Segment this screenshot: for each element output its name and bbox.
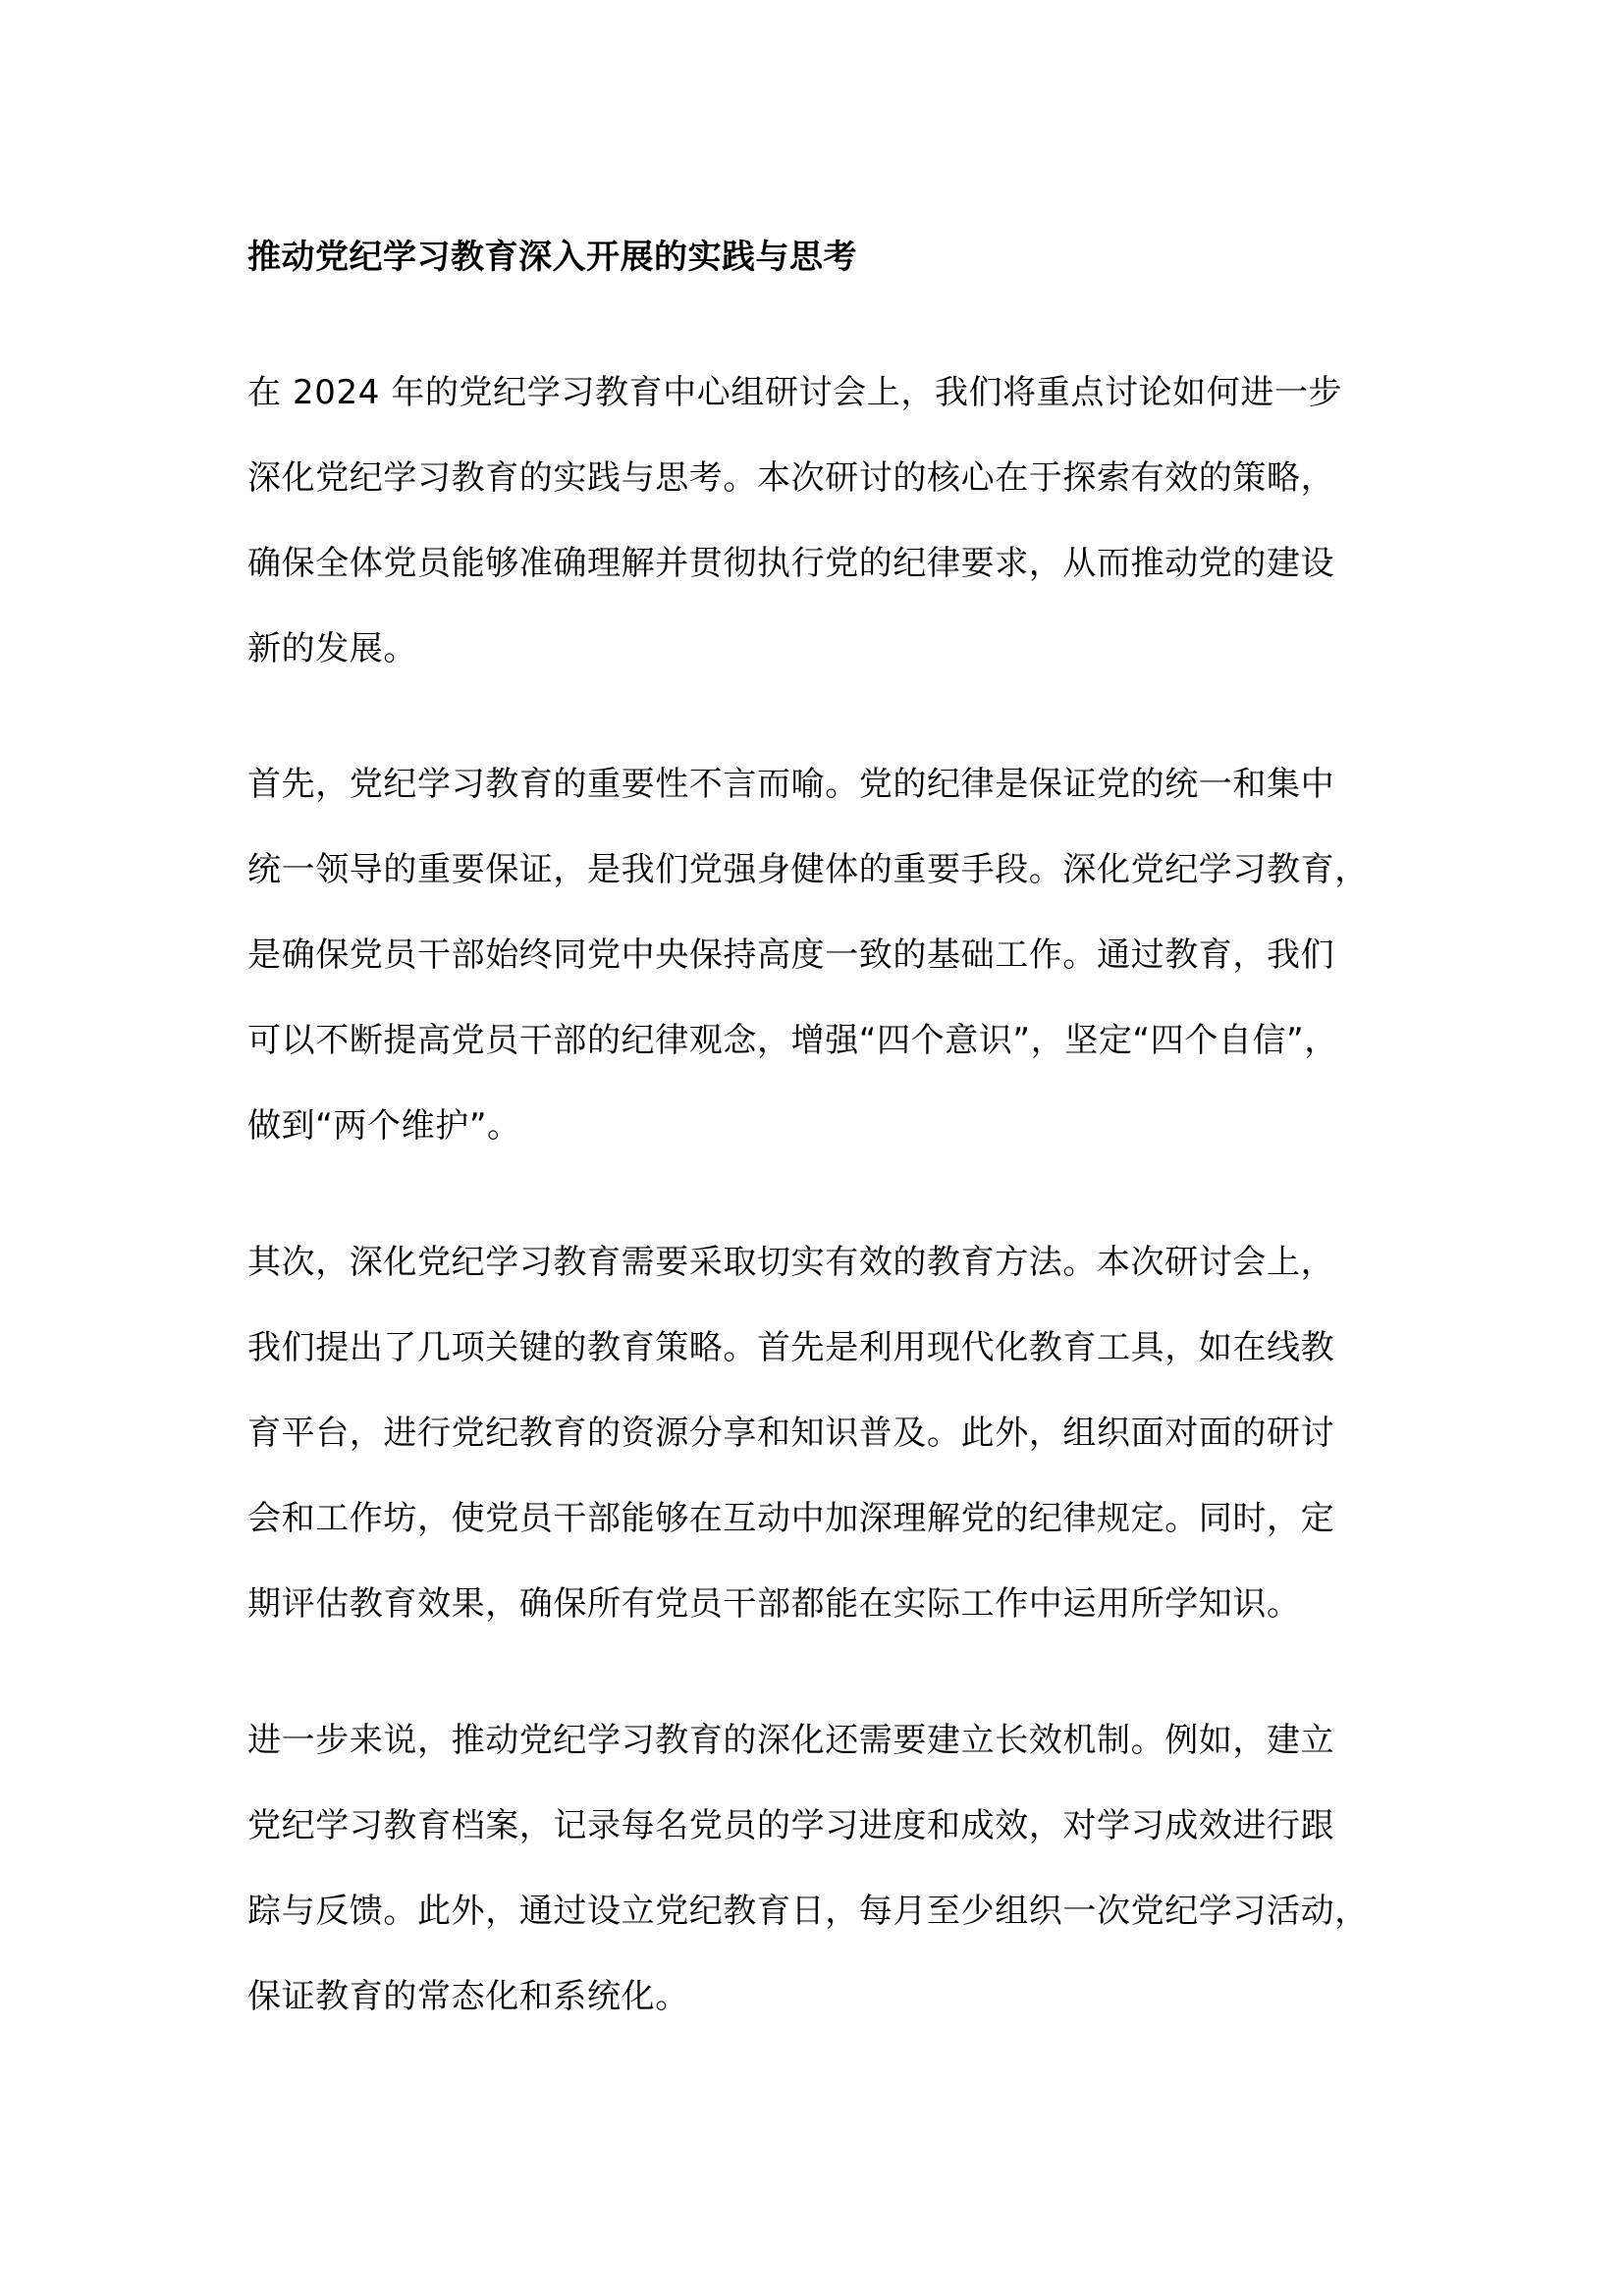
paragraph-line: 其次，深化党纪学习教育需要采取切实有效的教育方法。本次研讨会上， (247, 1243, 1335, 1282)
paragraph-line: 党纪学习教育档案，记录每名党员的学习进度和成效，对学习成效进行跟 (247, 1806, 1335, 1845)
paragraph-line: 进一步来说，推动党纪学习教育的深化还需要建立长效机制。例如，建立 (247, 1721, 1335, 1760)
paragraph-4 (247, 1698, 1396, 2040)
document-page (247, 0, 1396, 2296)
paragraph-2 (247, 742, 1396, 1169)
paragraph-line: 深化党纪学习教育的实践与思考。本次研讨的核心在于探索有效的策略， (247, 458, 1335, 498)
paragraph-line: 做到“两个维护”。 (247, 1106, 521, 1146)
document-title: 推动党纪学习教育深入开展的实践与思考 (247, 238, 857, 277)
paragraph-line: 会和工作坊，使党员干部能够在互动中加深理解党的纪律规定。同时，定 (247, 1499, 1335, 1538)
paragraph-line: 期评估教育效果，确保所有党员干部都能在实际工作中运用所学知识。 (247, 1584, 1301, 1624)
paragraph-line: 踪与反馈。此外，通过设立党纪教育日，每月至少组织一次党纪学习活动， (247, 1892, 1369, 1931)
paragraph-line: 统一领导的重要保证，是我们党强身健体的重要手段。深化党纪学习教育， (247, 850, 1369, 889)
paragraph-line: 保证教育的常态化和系统化。 (247, 1977, 689, 2016)
paragraph-line: 我们提出了几项关键的教育策略。首先是利用现代化教育工具，如在线教 (247, 1328, 1335, 1367)
paragraph-line: 是确保党员干部始终同党中央保持高度一致的基础工作。通过教育，我们 (247, 935, 1335, 975)
paragraph-1 (247, 350, 1396, 692)
paragraph-line: 新的发展。 (247, 629, 417, 668)
paragraph-line: 可以不断提高党员干部的纪律观念，增强“四个意识”，坚定“四个自信”， (247, 1021, 1338, 1060)
paragraph-line: 育平台，进行党纪教育的资源分享和知识普及。此外，组织面对面的研讨 (247, 1414, 1335, 1453)
paragraph-line: 确保全体党员能够准确理解并贯彻执行党的纪律要求，从而推动党的建设 (247, 544, 1335, 583)
paragraph-line: 首先，党纪学习教育的重要性不言而喻。党的纪律是保证党的统一和集中 (247, 765, 1335, 804)
paragraph-3 (247, 1220, 1396, 1647)
paragraph-line: 在 2024 年的党纪学习教育中心组研讨会上，我们将重点讨论如何进一步 (247, 373, 1343, 412)
